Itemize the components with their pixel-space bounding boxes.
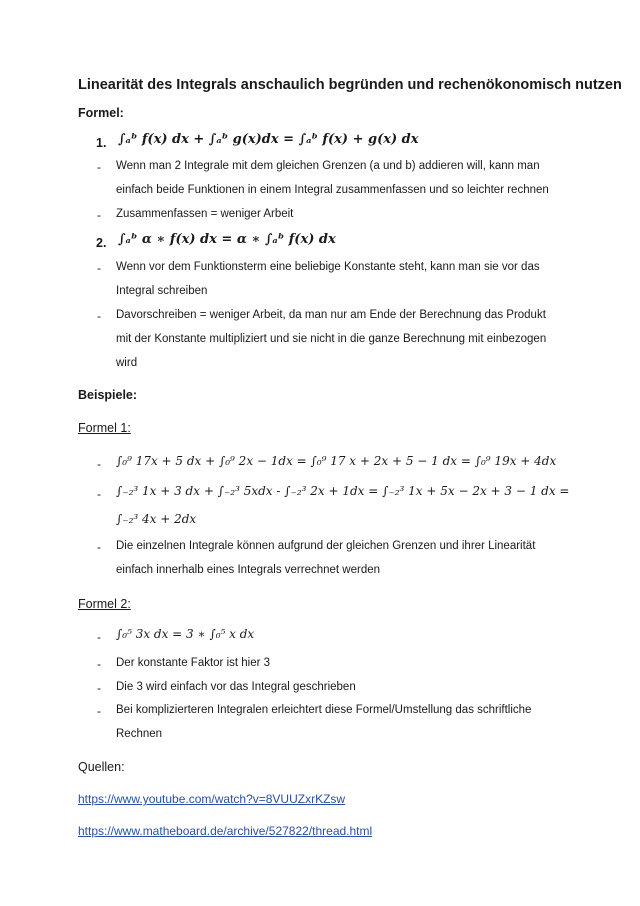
- bullet-dash: -: [97, 309, 101, 323]
- bullet-dash: -: [97, 208, 101, 222]
- example-1-heading: Formel 1:: [78, 421, 131, 435]
- formula-1-expression: ∫ₐᵇ f(x) dx + ∫ₐᵇ g(x)dx = ∫ₐᵇ f(x) + g(x) dx: [118, 132, 419, 147]
- bullet-dash: -: [97, 657, 101, 671]
- formula-1-bullet: Zusammenfassen = weniger Arbeit: [116, 208, 294, 220]
- formula-2-bullet-cont: Integral schreiben: [116, 285, 208, 297]
- example-1-equation-cont: ∫₋₂³ 4x + 2dx: [116, 512, 197, 526]
- example-2-note: Die 3 wird einfach vor das Integral geschrieben: [116, 681, 356, 693]
- formula-1-bullet-cont: einfach beide Funktionen in einem Integral zusammenfassen und so leichter rechnen: [116, 184, 549, 196]
- example-1-equation: ∫₋₂³ 1x + 3 dx + ∫₋₂³ 5xdx - ∫₋₂³ 2x + 1dx = ∫₋₂³ 1x + 5x − 2x + 3 − 1 dx =: [116, 484, 570, 498]
- formula-2-expression: ∫ₐᵇ α ∗ f(x) dx = α ∗ ∫ₐᵇ f(x) dx: [118, 232, 336, 247]
- example-2-note-cont: Rechnen: [116, 728, 163, 740]
- formula-2-bullet-cont: wird: [116, 357, 138, 369]
- example-2-note: Der konstante Faktor ist hier 3: [116, 657, 271, 669]
- example-2-equation: ∫₀⁵ 3x dx = 3 ∗ ∫₀⁵ x dx: [116, 627, 255, 641]
- example-1-equation: ∫₀⁹ 17x + 5 dx + ∫₀⁹ 2x − 1dx = ∫₀⁹ 17 x + 2x + 5 − 1 dx = ∫₀⁹ 19x + 4dx: [116, 454, 557, 468]
- bullet-dash: -: [97, 160, 101, 174]
- formula-2-bullet-cont: mit der Konstante multipliziert und sie nicht in die ganze Berechnung mit einbezogen: [116, 333, 547, 345]
- bullet-dash: -: [97, 630, 101, 644]
- example-1-note: Die einzelnen Integrale können aufgrund der gleichen Grenzen und ihrer Linearität: [116, 540, 536, 552]
- formula-1-bullet: Wenn man 2 Integrale mit dem gleichen Grenzen (a und b) addieren will, kann man: [116, 160, 540, 172]
- bullet-dash: -: [97, 487, 101, 501]
- bullet-dash: -: [97, 457, 101, 471]
- sources-heading: Quellen:: [78, 760, 125, 774]
- example-2-heading: Formel 2:: [78, 597, 131, 611]
- example-1-note-cont: einfach innerhalb eines Integrals verrechnet werden: [116, 564, 381, 576]
- formula-number: 1.: [96, 136, 107, 150]
- source-link[interactable]: https://www.matheboard.de/archive/527822/thread.html: [78, 824, 373, 838]
- bullet-dash: -: [97, 681, 101, 695]
- bullet-dash: -: [97, 261, 101, 275]
- formula-2-bullet: Davorschreiben = weniger Arbeit, da man nur am Ende der Berechnung das Produkt: [116, 309, 546, 321]
- page-title: Linearität des Integrals anschaulich begründen und rechenökonomisch nutzen: [78, 77, 622, 93]
- bullet-dash: -: [97, 704, 101, 718]
- formel-heading: Formel:: [78, 106, 124, 120]
- formula-2-bullet: Wenn vor dem Funktionsterm eine beliebige Konstante steht, kann man sie vor das: [116, 261, 540, 273]
- source-link[interactable]: https://www.youtube.com/watch?v=8VUUZxrKZsw: [78, 792, 346, 806]
- bullet-dash: -: [97, 540, 101, 554]
- example-2-note: Bei komplizierteren Integralen erleichtert diese Formel/Umstellung das schriftliche: [116, 704, 532, 716]
- formula-number: 2.: [96, 236, 107, 250]
- beispiele-heading: Beispiele:: [78, 388, 138, 402]
